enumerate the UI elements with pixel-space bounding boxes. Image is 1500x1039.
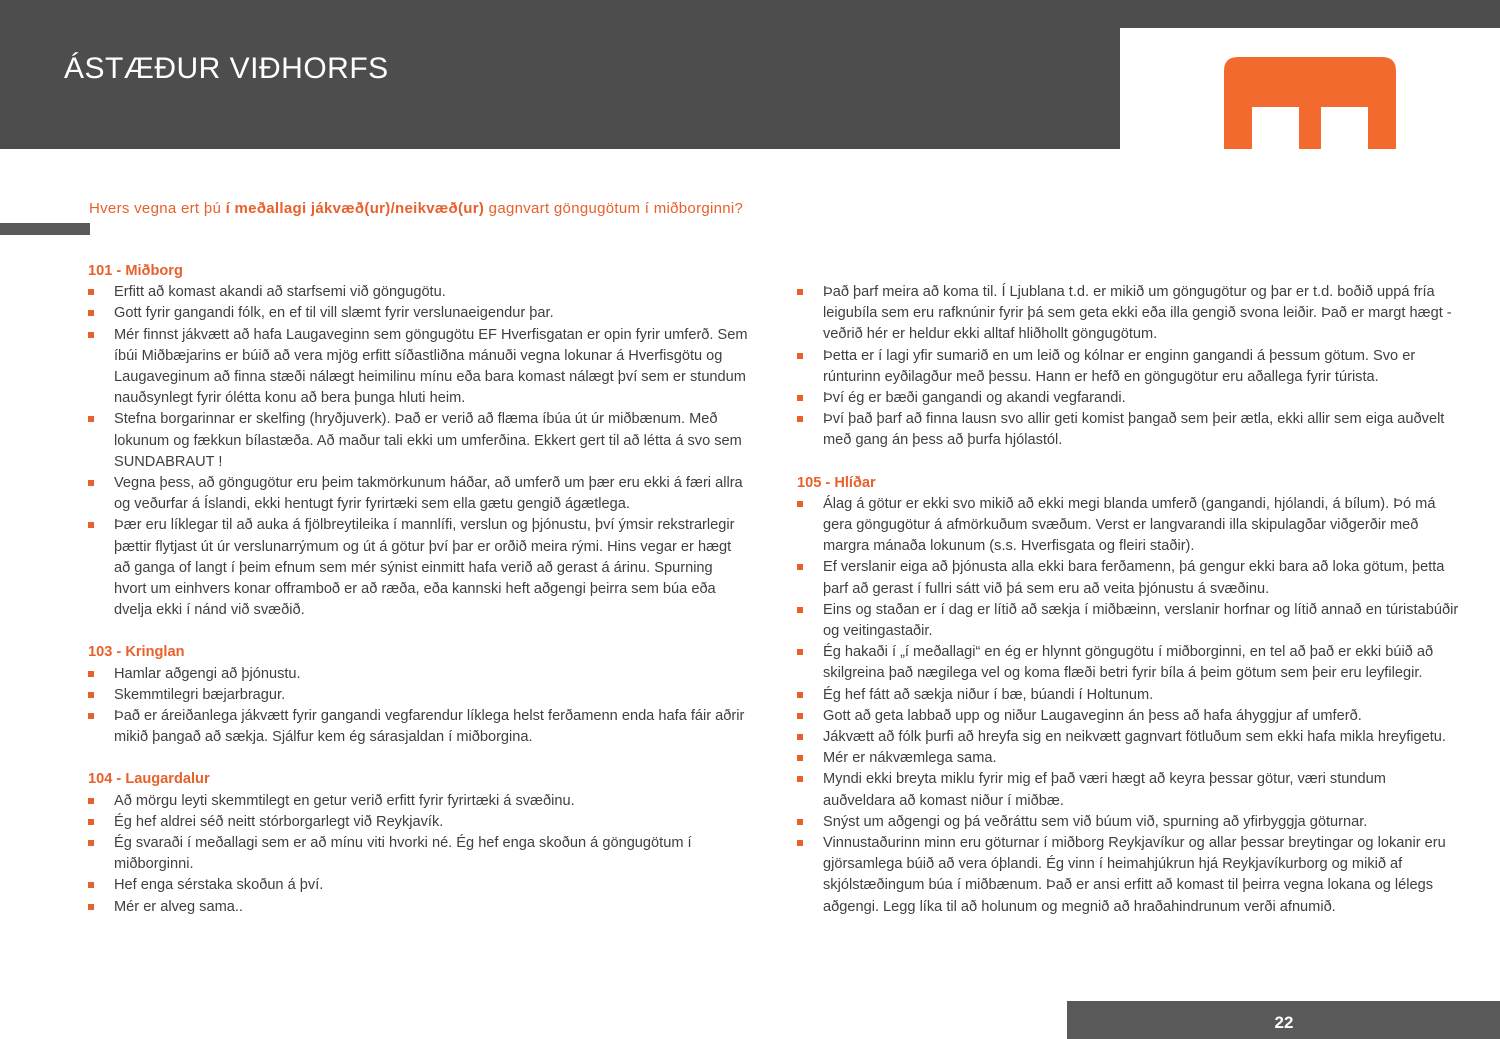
response-item: Skemmtilegri bæjarbragur. — [88, 685, 748, 706]
response-list — [797, 282, 1459, 452]
response-item: Ég hef fátt að sækja niður í bæ, búandi í Holtunum. — [797, 685, 1459, 706]
response-item: Jákvætt að fólk þurfi að hreyfa sig en neikvætt gagnvart fötluðum sem ekki hafa mikla hreyfigetu. — [797, 727, 1459, 748]
header-title-band — [0, 28, 1120, 149]
left-column — [88, 261, 748, 939]
survey-question — [89, 200, 743, 217]
response-list — [88, 664, 748, 749]
question-text-bold: í meðallagi jákvæð(ur)/neikvæð(ur) — [225, 200, 485, 217]
response-item: Þetta er í lagi yfir sumarið en um leið og kólnar er enginn gangandi á þessum götum. Svo er rúnturinn eyðilagður með þessu. Hann er hefð en göngugötur eru aðallega fyrir túrista. — [797, 346, 1459, 388]
section-title: 103 - Kringlan — [88, 644, 185, 661]
page-title: ÁSTÆÐUR VIÐHORFS — [64, 52, 389, 85]
logo-icon — [1224, 57, 1396, 149]
response-item: Vegna þess, að göngugötur eru þeim takmörkunum háðar, að umferð um þær eru ekki á færi allra og veðurfar á Íslandi, ekki hentugt fyrir fyrirtæki sem ella gætu gengið ágætlega. — [88, 473, 748, 515]
question-text-pre: Hvers vegna ert þú — [89, 200, 226, 217]
response-item: Mér er nákvæmlega sama. — [797, 748, 1459, 769]
postcode-section — [88, 642, 748, 748]
response-item: Mér finnst jákvætt að hafa Laugaveginn sem göngugötu EF Hverfisgatan er opin fyrir umferð. Sem íbúi Miðbæjarins er búið að vera mjög erfitt síðastliðna mánuði vegna lokunar á Hverfisgötu og Laugaveginum að finna stæði nálægt heimilinu mínu eða bara komast nálægt því sem er stundum nauðsynlegt fyrir ólétta konu að bera þunga hluti heim. — [88, 325, 748, 410]
response-item: Ég hef aldrei séð neitt stórborgarlegt við Reykjavík. — [88, 812, 748, 833]
response-item: Myndi ekki breyta miklu fyrir mig ef það væri hægt að keyra þessar götur, væri stundum auðveldara að komast niður í miðbæ. — [797, 769, 1459, 811]
response-item: Vinnustaðurinn minn eru göturnar í miðborg Reykjavíkur og allar þessar breytingar og lokanir eru gjörsamlega búið að vera óþlandi. Ég vinn í heimahjúkrun hjá Reykjavíkurborg og mikið af skjólstæðingum búa í miðbænum. Það er ansi erfitt að komast til þeirra vegna lokana og lélegs aðgengi. Legg líka til að holunum og megnið að hraðahindrunum verði afnumið. — [797, 833, 1459, 918]
response-item: Ég hakaði í „í meðallagi“ en ég er hlynnt göngugötu í miðborginni, en tel að það er ekki búið að skilgreina það nægilega vel og koma flæði betri fyrir bíla á þeim götum sem þeir eru leyfilegir. — [797, 642, 1459, 684]
response-item: Því ég er bæði gangandi og akandi vegfarandi. — [797, 388, 1459, 409]
response-item: Ef verslanir eiga að þjónusta alla ekki bara ferðamenn, þá gengur ekki bara að loka götum, þetta þarf að gerast í fullri sátt við þá sem eru að veita þjónustu á svæðinu. — [797, 557, 1459, 599]
response-item: Gott fyrir gangandi fólk, en ef til vill slæmt fyrir verslunaeigendur þar. — [88, 303, 748, 324]
accent-bar — [0, 223, 90, 235]
response-item: Álag á götur er ekki svo mikið að ekki megi blanda umferð (gangandi, hjólandi, á bílum). Þó má gera göngugötur á afmörkuðum svæðum. Verst er langvarandi illa skipulagðar viðgerðir með margra mánaða lokunum (s.s. Hverfisgata og fleiri staðir). — [797, 494, 1459, 558]
section-title: 104 - Laugardalur — [88, 771, 210, 788]
response-item: Hef enga sérstaka skoðun á því. — [88, 875, 748, 896]
response-item: Stefna borgarinnar er skelfing (hryðjuverk). Það er verið að flæma íbúa út úr miðbænum. Með lokunum og fækkun bílastæða. Að maður tali ekki um umferðina. Ekkert gert til að létta á svo sem SUNDABRAUT ! — [88, 409, 748, 473]
response-item: Gott að geta labbað upp og niður Laugaveginn án þess að hafa áhyggjur af umferð. — [797, 706, 1459, 727]
response-item: Ég svaraði í meðallagi sem er að mínu viti hvorki né. Ég hef enga skoðun á göngugötum í miðborginni. — [88, 833, 748, 875]
response-list — [88, 791, 748, 918]
section-title: 101 - Miðborg — [88, 263, 183, 279]
page-number: 22 — [1274, 1013, 1294, 1032]
right-column — [797, 282, 1459, 939]
response-item: Eins og staðan er í dag er lítið að sækja í miðbæinn, verslanir horfnar og lítið annað en túristabúðir og veitingastaðir. — [797, 600, 1459, 642]
response-item: Erfitt að komast akandi að starfsemi við göngugötu. — [88, 282, 748, 303]
postcode-section — [797, 473, 1459, 918]
response-item: Það er áreiðanlega jákvætt fyrir gangandi vegfarendur líklega helst ferðamenn enda hafa fáir aðrir mikið þangað að sækja. Sjálfur kem ég sárasjaldan í miðborgina. — [88, 706, 748, 748]
postcode-section — [797, 282, 1459, 452]
section-title: 105 - Hlíðar — [797, 474, 876, 491]
response-item: Að mörgu leyti skemmtilegt en getur verið erfitt fyrir fyrirtæki á svæðinu. — [88, 791, 748, 812]
response-item: Snýst um aðgengi og þá veðráttu sem við búum við, spurning að yfirbyggja göturnar. — [797, 812, 1459, 833]
postcode-section — [88, 769, 748, 917]
response-item: Þær eru líklegar til að auka á fjölbreytileika í mannlífi, verslun og þjónustu, því ýmsir rekstrarlegir þættir flytjast út úr verslunarrýmum og út á götur því þar er orðið meira rými. Hins vegar er hægt að ganga of langt í þeim efnum sem mér sýnist einmitt hafa verið að gerast á árinu. Spurning hvort um einhvers konar offramboð er að ræða, eða kannski heft aðgengi þeirra sem búa eða dvelja ekki í nánd við svæðið. — [88, 515, 748, 621]
question-text-post: gagnvart göngugötum í miðborginni? — [484, 200, 744, 217]
response-item: Það þarf meira að koma til. Í Ljublana t.d. er mikið um göngugötur og þar er t.d. boðið uppá fría leigubíla sem eru rafknúnir fyrir þá sem geta ekki eða illa gengið svona leiðir. Það er margt hægt - veðrið hér er heldur ekki alltaf hliðhollt göngugötum. — [797, 282, 1459, 346]
response-list — [797, 494, 1459, 918]
postcode-section — [88, 261, 748, 621]
response-list — [88, 282, 748, 621]
response-item: Mér er alveg sama.. — [88, 897, 748, 918]
header-top-bar — [0, 0, 1500, 28]
response-item: Hamlar aðgengi að þjónustu. — [88, 664, 748, 685]
response-item: Því það þarf að finna lausn svo allir geti komist þangað sem þeir ætla, ekki allir sem eiga auðvelt með gang án þess að þurfa hjólastól. — [797, 409, 1459, 451]
